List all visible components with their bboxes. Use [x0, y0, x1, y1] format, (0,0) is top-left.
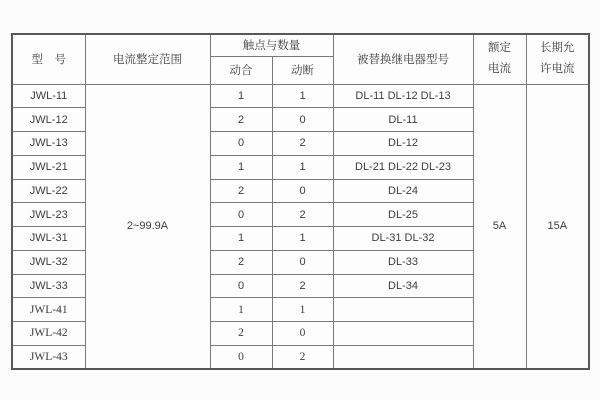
replaced-models-cell	[333, 345, 473, 369]
header-replaced-relay-models: 被替换继电器型号	[333, 34, 473, 84]
header-long-term-line2: 许电流	[540, 63, 575, 76]
model-cell: JWL-41	[12, 298, 85, 322]
no-count-cell: 1	[210, 298, 272, 322]
nc-count-cell: 2	[272, 274, 333, 298]
no-count-cell: 0	[210, 132, 272, 156]
no-count-cell: 0	[210, 345, 272, 369]
model-cell: JWL-42	[12, 322, 85, 346]
model-cell: JWL-31	[12, 227, 85, 251]
header-rated-current	[473, 34, 526, 84]
header-rated-current-line2: 电流	[488, 63, 511, 76]
header-contacts-and-quantity: 触点与数量	[210, 34, 333, 56]
replaced-models-cell: DL-24	[333, 179, 473, 203]
long-term-allowed-current-cell: 15A	[526, 84, 589, 369]
header-long-term-line1: 长期允	[540, 42, 575, 55]
replaced-models-cell: DL-25	[333, 203, 473, 227]
model-cell: JWL-23	[12, 203, 85, 227]
no-count-cell: 2	[210, 322, 272, 346]
current-setting-range-cell: 2~99.9A	[85, 84, 210, 369]
nc-count-cell: 0	[272, 250, 333, 274]
nc-count-cell: 1	[272, 84, 333, 108]
header-normally-open: 动合	[210, 56, 272, 84]
no-count-cell: 2	[210, 108, 272, 132]
model-cell: JWL-43	[12, 345, 85, 369]
no-count-cell: 1	[210, 155, 272, 179]
rated-current-cell: 5A	[473, 84, 526, 369]
no-count-cell: 2	[210, 250, 272, 274]
replaced-models-cell: DL-11	[333, 108, 473, 132]
nc-count-cell: 0	[272, 108, 333, 132]
table-body	[12, 84, 589, 369]
table-row	[12, 84, 589, 108]
header-long-term-allowed-current	[526, 34, 589, 84]
no-count-cell: 0	[210, 274, 272, 298]
replaced-models-cell: DL-21 DL-22 DL-23	[333, 155, 473, 179]
nc-count-cell: 0	[272, 179, 333, 203]
replaced-models-cell: DL-11 DL-12 DL-13	[333, 84, 473, 108]
nc-count-cell: 2	[272, 132, 333, 156]
header-row-1	[12, 34, 589, 56]
model-cell: JWL-11	[12, 84, 85, 108]
header-model: 型 号	[12, 34, 85, 84]
replaced-models-cell: DL-33	[333, 250, 473, 274]
model-cell: JWL-21	[12, 155, 85, 179]
model-cell: JWL-22	[12, 179, 85, 203]
replaced-models-cell	[333, 322, 473, 346]
nc-count-cell: 2	[272, 203, 333, 227]
model-cell: JWL-12	[12, 108, 85, 132]
no-count-cell: 1	[210, 227, 272, 251]
model-cell: JWL-32	[12, 250, 85, 274]
nc-count-cell: 0	[272, 322, 333, 346]
nc-count-cell: 2	[272, 345, 333, 369]
header-rated-current-line1: 额定	[488, 42, 511, 55]
header-current-setting-range: 电流整定范围	[85, 34, 210, 84]
nc-count-cell: 1	[272, 155, 333, 179]
nc-count-cell: 1	[272, 298, 333, 322]
model-cell: JWL-13	[12, 132, 85, 156]
replaced-models-cell: DL-31 DL-32	[333, 227, 473, 251]
no-count-cell: 0	[210, 203, 272, 227]
replaced-models-cell: DL-12	[333, 132, 473, 156]
header-normally-closed: 动断	[272, 56, 333, 84]
relay-spec-table	[11, 33, 590, 370]
replaced-models-cell	[333, 298, 473, 322]
nc-count-cell: 1	[272, 227, 333, 251]
no-count-cell: 1	[210, 84, 272, 108]
model-cell: JWL-33	[12, 274, 85, 298]
no-count-cell: 2	[210, 179, 272, 203]
table-header	[12, 34, 589, 84]
replaced-models-cell: DL-34	[333, 274, 473, 298]
